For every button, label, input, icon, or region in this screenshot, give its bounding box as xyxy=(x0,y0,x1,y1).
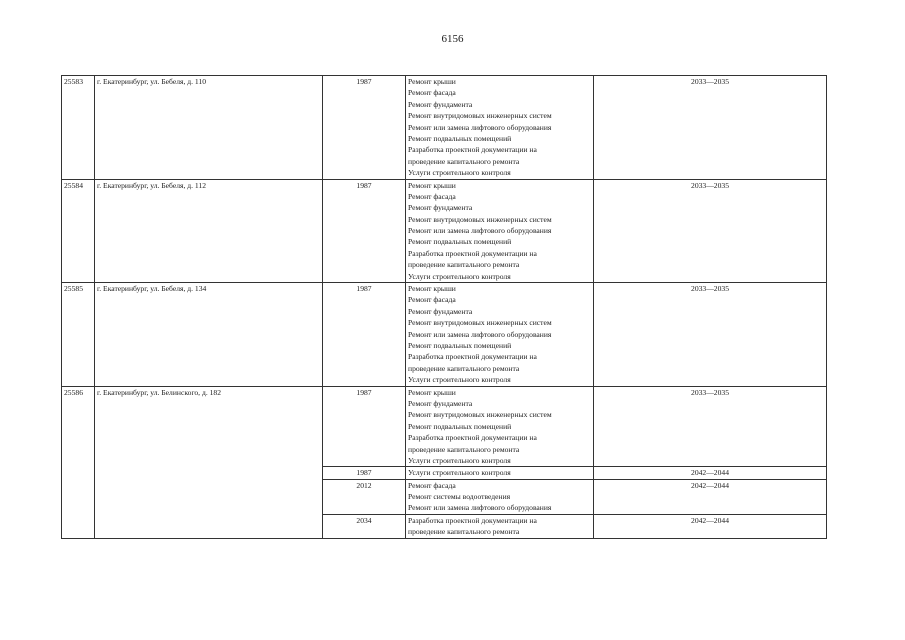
work-list xyxy=(406,283,594,387)
planned-period: 2033—2035 xyxy=(594,283,827,387)
page-number: 6156 xyxy=(441,33,464,45)
table-row xyxy=(62,283,827,387)
work-item: Ремонт фундамента xyxy=(408,99,473,109)
work-item: Услуги строительного контроля xyxy=(408,375,511,385)
work-item: Ремонт или замена лифтового оборудования xyxy=(408,226,552,236)
planned-period: 2042—2044 xyxy=(594,467,827,479)
planned-period: 2042—2044 xyxy=(594,479,827,514)
planned-period: 2033—2035 xyxy=(594,386,827,467)
work-item: Ремонт или замена лифтового оборудования xyxy=(408,503,552,513)
work-item: Услуги строительного контроля xyxy=(408,455,511,465)
work-item: Разработка проектной документации на xyxy=(408,433,537,443)
record-year: 1987 xyxy=(323,467,406,479)
work-item: Ремонт внутридомовых инженерных систем xyxy=(408,410,552,420)
work-item: проведение капитального ремонта xyxy=(408,444,520,454)
work-item: Ремонт фундамента xyxy=(408,398,473,408)
work-item: Разработка проектной документации на xyxy=(408,145,537,155)
record-year: 2012 xyxy=(323,479,406,514)
work-item: Ремонт фундамента xyxy=(408,203,473,213)
work-item: Ремонт подвальных помещений xyxy=(408,421,512,431)
work-item: Разработка проектной документации на xyxy=(408,515,537,525)
work-item: Ремонт подвальных помещений xyxy=(408,340,512,350)
work-item: Ремонт или замена лифтового оборудования xyxy=(408,329,552,339)
record-year: 1987 xyxy=(323,179,406,283)
record-address: г. Екатеринбург, ул. Бебеля, д. 134 xyxy=(95,283,323,387)
work-item: Ремонт крыши xyxy=(408,284,456,294)
record-id: 25584 xyxy=(62,179,95,283)
repair-schedule-table xyxy=(61,75,827,539)
work-item: Разработка проектной документации на xyxy=(408,352,537,362)
table-row xyxy=(62,386,827,467)
work-list xyxy=(406,514,594,538)
work-item: Ремонт фундамента xyxy=(408,306,473,316)
work-item: проведение капитального ремонта xyxy=(408,527,520,537)
work-item: Услуги строительного контроля xyxy=(408,468,511,478)
record-address: г. Екатеринбург, ул. Бебеля, д. 110 xyxy=(95,76,323,180)
work-item: Ремонт крыши xyxy=(408,387,456,397)
work-item: Ремонт фасада xyxy=(408,191,456,201)
record-year: 1987 xyxy=(323,76,406,180)
work-item: Ремонт фасада xyxy=(408,88,456,98)
record-id: 25586 xyxy=(62,386,95,538)
work-item: Разработка проектной документации на xyxy=(408,248,537,258)
record-year: 2034 xyxy=(323,514,406,538)
work-item: Ремонт подвальных помещений xyxy=(408,133,512,143)
work-item: Ремонт внутридомовых инженерных систем xyxy=(408,214,552,224)
work-item: проведение капитального ремонта xyxy=(408,363,520,373)
table-row xyxy=(62,76,827,180)
work-item: Ремонт крыши xyxy=(408,180,456,190)
work-item: Ремонт фасада xyxy=(408,480,456,490)
planned-period: 2033—2035 xyxy=(594,76,827,180)
work-list xyxy=(406,386,594,467)
planned-period: 2033—2035 xyxy=(594,179,827,283)
work-list xyxy=(406,479,594,514)
work-item: Услуги строительного контроля xyxy=(408,271,511,281)
table-body xyxy=(62,76,827,539)
work-item: Ремонт системы водоотведения xyxy=(408,492,511,502)
work-list xyxy=(406,76,594,180)
record-id: 25585 xyxy=(62,283,95,387)
work-item: Ремонт подвальных помещений xyxy=(408,237,512,247)
record-id: 25583 xyxy=(62,76,95,180)
record-year: 1987 xyxy=(323,283,406,387)
work-item: Ремонт внутридомовых инженерных систем xyxy=(408,111,552,121)
work-item: Услуги строительного контроля xyxy=(408,168,511,178)
work-item: Ремонт или замена лифтового оборудования xyxy=(408,122,552,132)
record-address: г. Екатеринбург, ул. Бебеля, д. 112 xyxy=(95,179,323,283)
work-item: Ремонт крыши xyxy=(408,77,456,86)
work-item: проведение капитального ремонта xyxy=(408,260,520,270)
work-item: Ремонт внутридомовых инженерных систем xyxy=(408,318,552,328)
planned-period: 2042—2044 xyxy=(594,514,827,538)
work-item: Ремонт фасада xyxy=(408,295,456,305)
work-item: проведение капитального ремонта xyxy=(408,156,520,166)
work-list xyxy=(406,467,594,479)
table-row xyxy=(62,179,827,283)
work-list xyxy=(406,179,594,283)
record-address: г. Екатеринбург, ул. Белинского, д. 182 xyxy=(95,386,323,538)
record-year: 1987 xyxy=(323,386,406,467)
